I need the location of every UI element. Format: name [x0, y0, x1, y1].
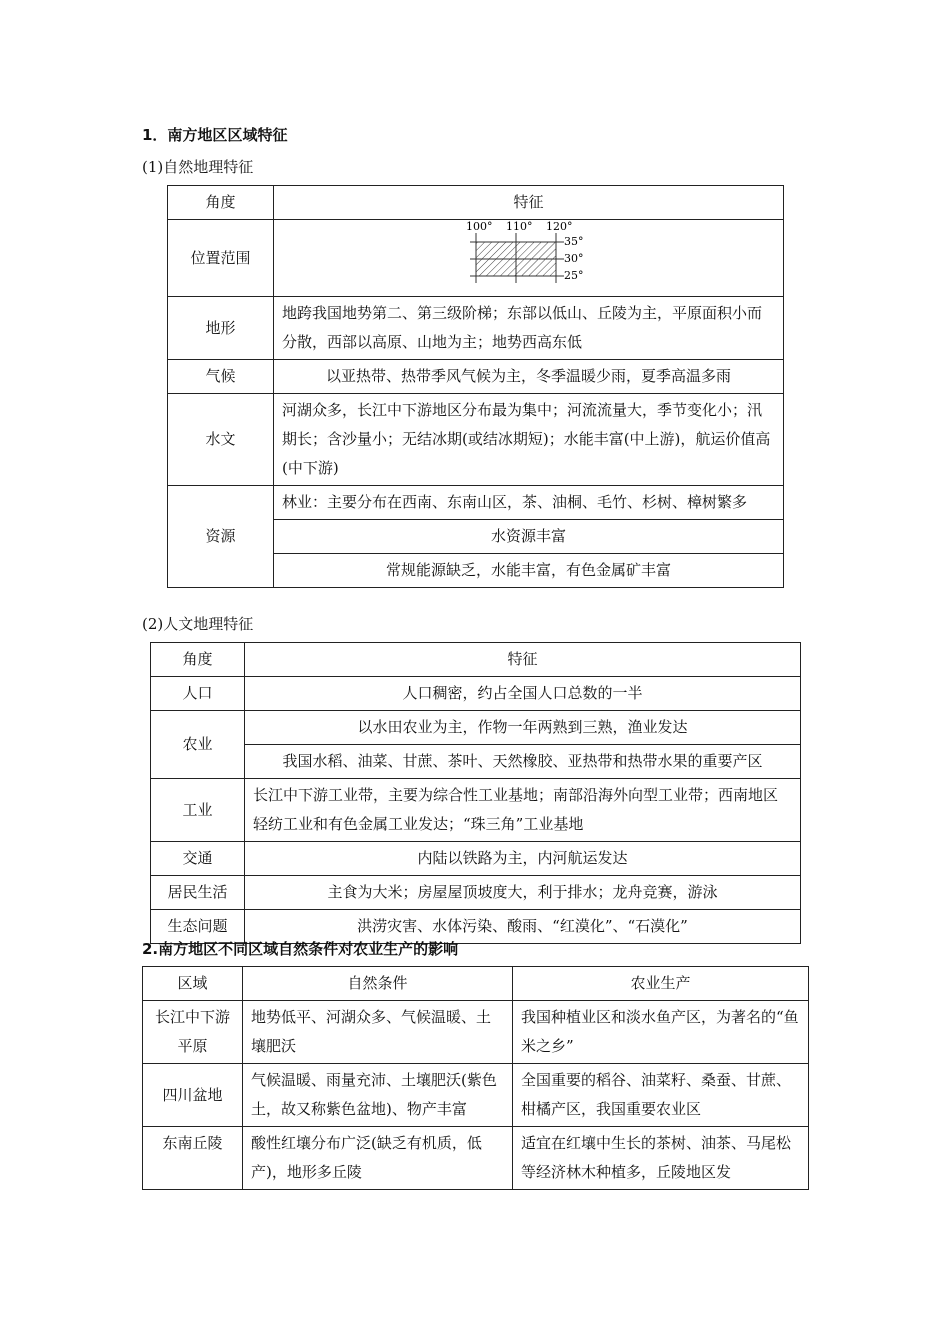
row-label-ecology: 生态问题 [151, 910, 245, 944]
table-row [151, 711, 801, 745]
region-conditions: 地势低平、河湖众多、气候温暖、土壤肥沃 [243, 1001, 513, 1064]
row-label-living: 居民生活 [151, 876, 245, 910]
table-header-row [151, 643, 801, 677]
table-row [168, 297, 784, 360]
population-text: 人口稠密，约占全国人口总数的一半 [245, 677, 801, 711]
region-name: 长江中下游平原 [143, 1001, 243, 1064]
table-row [143, 1064, 809, 1127]
table-header-row [168, 186, 784, 220]
lon-label-110: 110° [505, 220, 532, 233]
resources-energy-text: 常规能源缺乏，水能丰富，有色金属矿丰富 [274, 554, 784, 588]
lat-label-25: 25° [563, 269, 583, 282]
table-row [143, 1001, 809, 1064]
table-row [143, 1127, 809, 1190]
table-row [151, 677, 801, 711]
table-row [151, 842, 801, 876]
region-name: 四川盆地 [143, 1064, 243, 1127]
industry-text: 长江中下游工业带，主要为综合性工业基地；南部沿海外向型工业带；西南地区轻纺工业和有色金属工业发达；“珠三角”工业基地 [245, 779, 801, 842]
terrain-text: 地跨我国地势第二、第三级阶梯；东部以低山、丘陵为主，平原面积小而分散，西部以高原、山地为主；地势西高东低 [274, 297, 784, 360]
lat-label-30: 30° [563, 252, 583, 265]
resources-water-text: 水资源丰富 [274, 520, 784, 554]
region-conditions: 气候温暖、雨量充沛、土壤肥沃(紫色土，故又称紫色盆地)、物产丰富 [243, 1064, 513, 1127]
header-production: 农业生产 [513, 967, 809, 1001]
region-production: 我国种植业区和淡水鱼产区，为著名的“鱼米之乡” [513, 1001, 809, 1064]
table-row [168, 360, 784, 394]
header-angle: 角度 [168, 186, 274, 220]
section1-title: 1．南方地区区域特征 [142, 126, 288, 144]
subsection-natural-title: (1)自然地理特征 [142, 158, 254, 176]
transport-text: 内陆以铁路为主，内河航运发达 [245, 842, 801, 876]
lat-label-35: 35° [563, 235, 583, 248]
table-row [168, 486, 784, 520]
human-geography-table [150, 642, 801, 944]
header-conditions: 自然条件 [243, 967, 513, 1001]
header-feature: 特征 [245, 643, 801, 677]
region-agriculture-table [142, 966, 809, 1190]
row-label-climate: 气候 [168, 360, 274, 394]
section2-title: 2.南方地区不同区域自然条件对农业生产的影响 [142, 940, 459, 958]
row-label-position: 位置范围 [168, 220, 274, 297]
agriculture-text-2: 我国水稻、油菜、甘蔗、茶叶、天然橡胶、亚热带和热带水果的重要产区 [245, 745, 801, 779]
resources-forestry-text: 林业：主要分布在西南、东南山区，茶、油桐、毛竹、杉树、樟树繁多 [274, 486, 784, 520]
row-label-agriculture: 农业 [151, 711, 245, 779]
ecology-text: 洪涝灾害、水体污染、酸雨、“红漠化”、“石漠化” [245, 910, 801, 944]
table-row [168, 394, 784, 486]
living-text: 主食为大米；房屋屋顶坡度大，利于排水；龙舟竞赛，游泳 [245, 876, 801, 910]
header-region: 区域 [143, 967, 243, 1001]
lon-label-100: 100° [465, 220, 492, 233]
row-label-transport: 交通 [151, 842, 245, 876]
region-production: 全国重要的稻谷、油菜籽、桑蚕、甘蔗、柑橘产区，我国重要农业区 [513, 1064, 809, 1127]
row-label-resources: 资源 [168, 486, 274, 588]
row-label-population: 人口 [151, 677, 245, 711]
table-row [151, 745, 801, 779]
subsection-human-title: (2)人文地理特征 [142, 615, 254, 633]
table-row [151, 876, 801, 910]
natural-geography-table [167, 185, 784, 588]
table-header-row [143, 967, 809, 1001]
row-label-terrain: 地形 [168, 297, 274, 360]
agriculture-text-1: 以水田农业为主，作物一年两熟到三熟，渔业发达 [245, 711, 801, 745]
location-range-map [464, 220, 594, 286]
region-production: 适宜在红壤中生长的茶树、油茶、马尾松等经济林木种植多，丘陵地区发 [513, 1127, 809, 1190]
table-row [151, 779, 801, 842]
table-row [168, 220, 784, 297]
header-angle: 角度 [151, 643, 245, 677]
header-feature: 特征 [274, 186, 784, 220]
hydro-text: 河湖众多，长江中下游地区分布最为集中；河流流量大，季节变化小；汛期长；含沙量小；无结冰期(或结冰期短)；水能丰富(中上游)，航运价值高(中下游) [274, 394, 784, 486]
region-conditions: 酸性红壤分布广泛(缺乏有机质，低产)，地形多丘陵 [243, 1127, 513, 1190]
location-map-cell [274, 220, 784, 297]
row-label-industry: 工业 [151, 779, 245, 842]
lon-label-120: 120° [545, 220, 572, 233]
row-label-hydro: 水文 [168, 394, 274, 486]
region-name: 东南丘陵 [143, 1127, 243, 1190]
climate-text: 以亚热带、热带季风气候为主，冬季温暖少雨，夏季高温多雨 [274, 360, 784, 394]
